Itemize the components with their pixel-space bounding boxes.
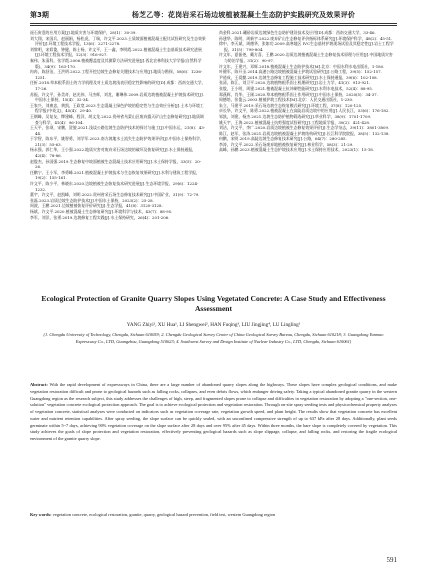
- reference-entry: 叶健军，陈开圣.2014.高速公路边坡植被混凝土护坡试验研究[J].公路工程，39(5)：152-157.: [219, 69, 382, 75]
- reference-entry: 陈江，赵军，张涛.2021.岩质边坡植被混凝土护坡结构研究[J].长江科学院院报，38(5)：132-138.: [219, 130, 390, 136]
- reference-entry: 许文年，夏振尧，戴方喜，王鹏.2020.岩质边坡植被混凝土生态修复技术原理与应用[J].中国地质灾害与防治学报，31(2)：90-97.: [219, 52, 393, 63]
- reference-entry: 周波，王鹏.2021.边坡植被恢复评价研究[J].生态学报，41(8)：3120-3128.: [30, 203, 163, 209]
- reference-entry: 尹道成，王爱勤.2019.边坡生态修复工程施工技术研究[J].水土保持通报，39(6)：102-108.: [219, 74, 378, 80]
- reference-entry: 孙建华，陈明，周新宇.2022.废弃矿山生态修复评价指标体系研究[J].环境保护科学，48(2)：45-51.: [219, 35, 393, 41]
- reference-entry: 遥石寅壹的应用方案[J].地质灾害与环境保护，28(1)：30-39.: [30, 30, 137, 35]
- abstract-label: Abstract:: [30, 382, 48, 387]
- reference-entry: 杨斌，许文平.2020.植被混凝土生态修复研究[J].环境科学与技术，43(7)：88-95.: [30, 209, 173, 214]
- keywords-text: vegetation concrete, ecological restoration, granite, quarry, geological hazard prevention, field test, western Guangdong region: [52, 512, 276, 517]
- reference-entry: 刘洁，许文平，李广.2020.岩质边坡植被生态修复效果评价[J].生态学杂志，39(11)：3801-3809.: [219, 125, 390, 131]
- reference-entry: 张清，陈江，刘卫平.2020.边坡植物根系固土机理研究[J].岩土力学，41(3)：913-921.: [219, 80, 371, 86]
- reference-list-left: [30, 30, 207, 220]
- reference-entry: 邹凯，刘建，杨杰.2021.边坡生态防护植物筛选研究[J].草业科学，38(9)：1701-1709.: [219, 113, 372, 119]
- reference-entry: 张磊.2023.岩质边坡生态防护技术[J].中国水土保持，2023(2)：25-28.: [30, 197, 154, 203]
- reference-entry: 许文年，王建兴，邓辉.2018.植被混凝土生态防护技术[M].北京：中国水利水电出版社，1-180.: [219, 63, 385, 69]
- page-number: 591: [386, 556, 397, 564]
- reference-entry: 苏振，许文平，孙美奇，赵光伟，马杰辉，刘龙，谢琳伟.2009.岩质边坡植被混凝土护坡技术研究[J].中国水土保持，15(4)：32-34.: [30, 91, 204, 103]
- reference-entry: 高峰，孙鹏.2023.植被混凝土生态护坡技术应用[J].水土保持应用技术，2023(1)：15-18.: [219, 147, 375, 153]
- reference-entry: 李军，刘洋，张勇.2019.边坡修复工程实践[J].水土保持研究，26(4)：201-206.: [30, 214, 170, 220]
- abstract-text: With the rapid development of expressways in China, there are a large number of abandoned quarry slopes along the highways. These slopes have complex geological conditions, and make vegetation restoration difficult and prone to geological hazards such as falling rocks, collapses, and even debris flows, which endanger driving safety. Taking a typical abandoned granite quarry in the western Guangdong region as the research subject, this study addresses the challenges of high, steep, and fragmented slopes prone to collapse and difficulties in vegetation restoration by adopting a "one-section, one-solution" vegetation concrete ecological protection approach. The goal is to achieve ecological protection and vegetation restoration. Through on-site spray seeding tests and physicochemical property analyses of vegetation concrete, statistical analyses were conducted on indicators such as vegetation coverage rate, vegetation growth speed, and plant height. The results show that vegetation concrete has excellent water and nutrient retention capabilities. After spray seeding, the slope surface can be quickly sealed, with an unconfined compressive strength of up to 637 kPa after 28 days. Additionally, plant seeds germinate within 5~7 days, achieving 90% vegetation coverage on the slope surface after 28 days and over 95% after 45 days. Within three months, the bare slope is completely covered by vegetation. This study achieves the goals of slope protection and vegetation restoration, effectively preventing geological hazards such as slope slippage, collapse, and falling rocks, and restoring the fragile ecological environment of the granite quarry slope.: [30, 382, 397, 441]
- reference-entry: 赵俊杰，孙国强.2019.生态修复中坡面植被生态混凝土技术应用研究[J].水土保持学报，33(5)：20-26.: [30, 158, 202, 170]
- reference-entry: 许文平，陈少平，林晓东.2020.边坡植被生态恢复技术研究进展[J].生态环境学报，29(6)：1224-1232.: [30, 181, 199, 192]
- english-authors: YANG Zhiyi¹, XU Hua¹, LI Shengwei², HAN Fuqing³, LIU Jingjing⁴, LU Lingling¹: [126, 322, 301, 328]
- reference-entry: 杨永强，郭仁华，王小强.2022.地质灾害对废弃采石场边坡的破坏及恢复研究[J].水土保持通报，42(4)：78-86.: [30, 147, 197, 159]
- reference-entry: 何鹏，宋明.2019.高陡边坡生态修复技术研究[J].公路，64(7)：280-285.: [219, 136, 347, 142]
- reference-entry: 张俊，王小明，周建.2021.植被混凝土抗冲刷性能研究[J].水利水电技术，52(4)：88-95.: [219, 85, 373, 91]
- running-header: [30, 8, 397, 22]
- english-affiliations: (1. Chengdu University of Technology, Chengdu, Sichuan 610059; 2. Chengdu Geological Survey Center of China Geological Survey Bureau, Chengdu, Sichuan 610218; 3. Guangdong Yunmao Expressway Co., LTD, Guangzhou, Guangdong 510623; 4. Southwest Survey and Design Institute of Nuclear Industry Co., LTD, Chengdu, Sichuan 610061): [43, 332, 384, 344]
- reference-entry: 秦伟，朱清科，张学霞.2006.植被覆盖度及其测算方法研究进展[J].西北农林科技大学学报(自然科学版)，34(9)：163-170.: [30, 57, 202, 69]
- reference-entry: 于学智，陈东平，姚智勇，刘学军.2023.南方坡地水土流失生态防护效果评价[J].中国水土保持科学，21(3)：55-63.: [30, 136, 204, 147]
- keywords-label: Key words:: [30, 512, 52, 517]
- reference-entry: 任析.2018.草本根系固土的力学机理及对土质边坡浅表层稳定性影响的研究[D].成都：西南交通大学，17-26.: [30, 80, 206, 91]
- reference-entry: 姚天宇，王海.2022.植被混凝土抗剪强度试验研究[J].工程地质学报，30(2)：421-428.: [219, 119, 371, 125]
- english-keywords: [30, 512, 397, 519]
- reference-list-right: [219, 30, 396, 153]
- reference-entry: 卓长华，许文平，陈勇.2022.植被混凝土在高陡岩质边坡中的应用[J].人民长江，53(6)：176-182.: [219, 108, 390, 114]
- reference-entry: 任鹏宁，王小军，李勇峰.2021.植被混凝土护坡技术与生态恢复效果研究[J].水利与建筑工程学报，19(2)：155-161.: [30, 169, 200, 181]
- reference-entry: 董宇，许文平，赵凯峰，刘明.2022.贵州省采石场生态修复技术研究[J].中国矿业，31(9)：72-79.: [30, 192, 200, 198]
- reference-entry: 冉冉，陈舒洁，王洪明.2022.工程开挖边坡生态修复关键技术与应用[J].地质与勘探，58(6)：1236-1251.: [30, 69, 203, 80]
- reference-entry: 李涛，许文平.2022.采石场废弃地植被恢复研究[J].林业科学，58(3)：21-29.: [219, 141, 354, 147]
- header-rule-thin: [30, 25, 397, 26]
- reference-entry: 徐中，李天斌，周德华，张如功.2009.高寒地区 IVC生态基材护坡现场试验及其稳定性[J].岩土工程学报，31(5)：799-804.: [219, 41, 394, 52]
- reference-entry: 刘黎明，宋彩俊，钟健，陈士杨，许文平，王一鑫，李明霞.2022.植被混凝土生态基质技术研究进展[J].环境工程技术学报，12(3)：916-927.: [30, 46, 202, 58]
- running-title: 杨芝乙等：花岗岩采石场边坡植被混凝土生态防护实践研究及效果评价: [131, 11, 356, 19]
- reference-entry: 王家兴，刘康忠，黄凯，王政宽.2023.生态混凝土绿色护坡的稳定性与生态效应分析[J].土木与环境工程学报(中英文)，45(4)：29-40.: [30, 102, 204, 114]
- english-abstract: [30, 382, 397, 443]
- reference-entry: 郑燕辉，肖华，王刚.2020.草本植物根系固土作用研究[J].中国水土保持，2020(5)：34-37.: [219, 91, 378, 97]
- reference-entry: 周德培，张俊云.2003.植被护坡工程技术[M].北京：人民交通出版社，1-230.: [219, 97, 354, 103]
- reference-entry: 王钢峰，吴复友，缪建峰，程洋，胡文龙.2022.贵州省乌蒙山区废弃露天矿山生态修复研究[J].地质调查与科学，41(4)：96-104.: [30, 113, 204, 125]
- reference-entry: 尚金科.2021.硼砂岩质边坡绿色生态防护建设技术及应用[D].成都：西南交通大学，33-46.: [219, 30, 376, 35]
- reference-entry: 王天平，张颂，宋鹏，贺骏.2021.浅谈公路边坡生态防护技术的探讨与施工[J].中国水运，21(8)：43-44.: [30, 125, 205, 136]
- reference-entry: 朱立，马建平.2019.采石场边坡生态恢复模式研究[J].环境工程，37(8)：120-125.: [219, 102, 363, 108]
- english-title: Ecological Protection of Granite Quarry Slopes Using Vegetated Concrete: A Case Study and Effectiveness Assessment: [41, 294, 386, 313]
- reference-entry: 刘大翔，宋国兵，赵丽娟，杨松虎，丁瑞，许文平.2023.土质坡面植被混凝土配比试验研究及生态效果评价[J].环境工程技术学报，13(6)：2271-2278.: [30, 35, 206, 47]
- issue-number: 第3期: [30, 11, 49, 19]
